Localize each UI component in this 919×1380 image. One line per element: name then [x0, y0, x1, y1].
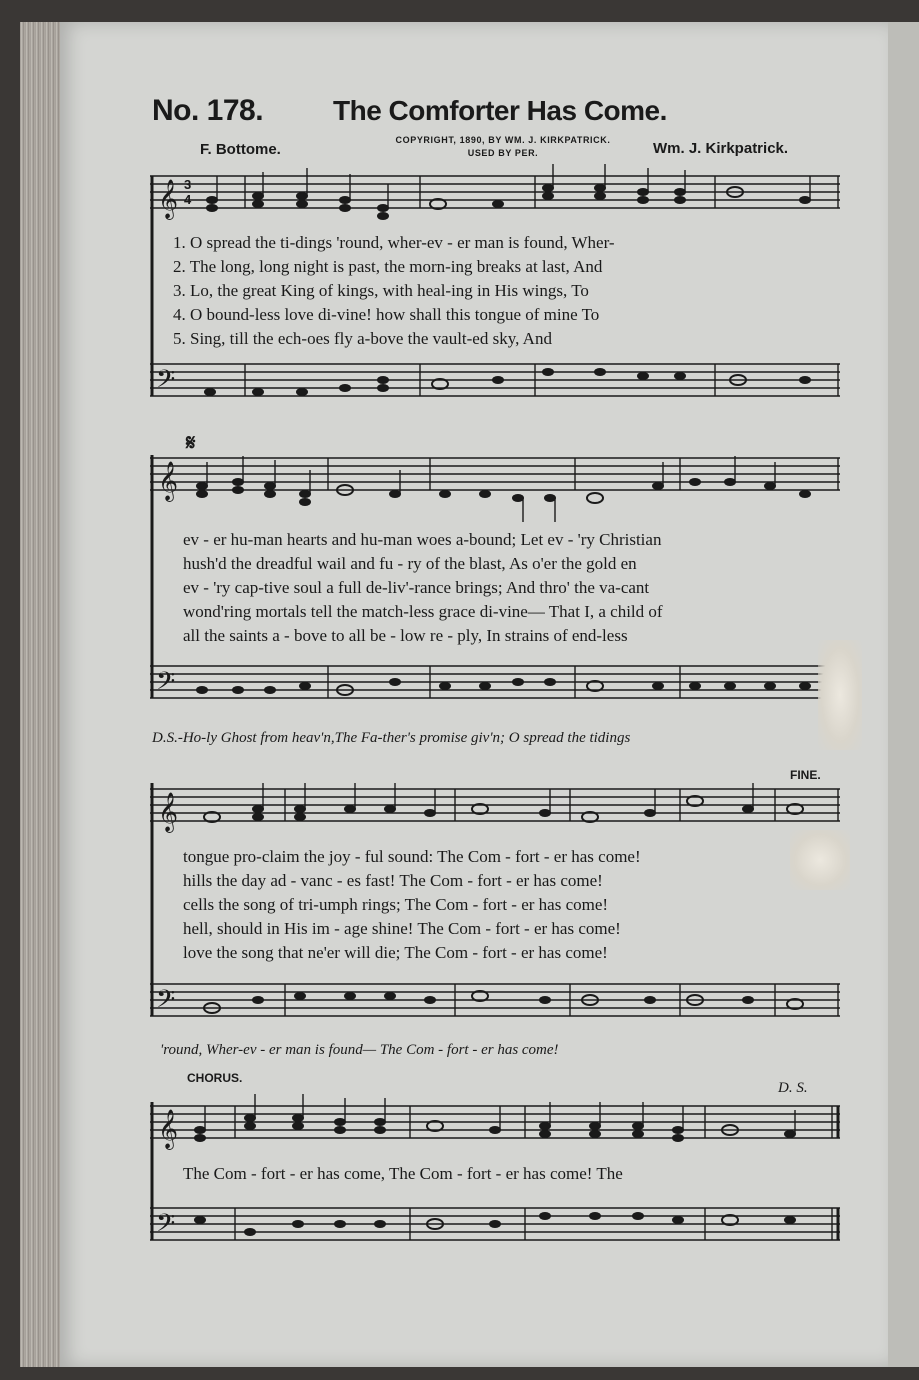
verse-line-4: 4. O bound-less love di-vine! how shall this tongue of mine To [173, 305, 600, 324]
verse-line-3: cells the song of tri-umph rings; The Com - fort - er has come! [183, 895, 609, 914]
svg-text:𝄢: 𝄢 [156, 366, 176, 399]
copyright-notice [368, 134, 638, 160]
svg-text:𝄞: 𝄞 [158, 794, 179, 831]
hymn-title: The Comforter Has Come. [333, 95, 667, 126]
svg-text:𝄢: 𝄢 [156, 668, 176, 701]
verse-line-5: love the song that ne'er will die; The Com - fort - er has come! [183, 943, 608, 962]
treble-staff-2 [150, 452, 840, 522]
ds-text-line-2: 'round, Wher-ev - er man is found— The Com - fort - er has come! [160, 1042, 559, 1058]
verse-line-5: all the saints a - bove to all be - low re - ply, In strains of end-less [183, 626, 628, 645]
svg-text:𝄞: 𝄞 [158, 1111, 179, 1148]
chorus-label: CHORUS. [187, 1071, 243, 1085]
verse-block-2 [183, 528, 663, 648]
verse-line-3: 3. Lo, the great King of kings, with heal-ing in His wings, To [173, 281, 589, 300]
copyright-line: COPYRIGHT, 1890, BY WM. J. KIRKPATRICK. [395, 135, 611, 145]
facing-page [888, 22, 919, 1367]
svg-text:𝄞: 𝄞 [158, 181, 179, 218]
verse-line-1: ev - er hu-man hearts and hu-man woes a-bound; Let ev - 'ry Christian [183, 530, 662, 549]
verse-line-2: hills the day ad - vanc - es fast! The Com - fort - er has come! [183, 871, 603, 890]
fine-marking: FINE. [790, 768, 821, 782]
svg-text:4: 4 [184, 192, 192, 207]
lyricist: F. Bottome. [200, 141, 281, 158]
verse-line-2: 2. The long, long night is past, the morn-ing breaks at last, And [173, 257, 603, 276]
treble-staff-3 [150, 783, 840, 843]
verse-line-3: ev - 'ry cap-tive soul a full de-liv'-rance brings; And thro' the va-cant [183, 578, 650, 597]
verse-line-1: 1. O spread the ti-dings 'round, wher-ev - er man is found, Wher- [173, 233, 615, 252]
svg-text:3: 3 [184, 177, 192, 192]
ds-marking: D. S. [778, 1080, 808, 1096]
composer: Wm. J. Kirkpatrick. [653, 140, 789, 157]
bass-staff-2 [150, 660, 840, 710]
verse-line-1: tongue pro-claim the joy - ful sound: The Com - fort - er has come! [183, 847, 641, 866]
torn-paper-area [818, 640, 862, 750]
svg-text:𝄢: 𝄢 [156, 986, 176, 1019]
copyright-permission: USED BY PER. [467, 148, 539, 158]
treble-staff-1 [150, 170, 840, 230]
verse-block-3 [183, 845, 641, 965]
verse-line-5: 5. Sing, till the ech-oes fly a-bove the vault-ed sky, And [173, 329, 552, 348]
bass-staff-3 [150, 978, 840, 1028]
verse-block-1 [173, 231, 615, 351]
chorus-line: The Com - fort - er has come, The Com - fort - er has come! The [183, 1164, 623, 1183]
bass-staff-4 [150, 1202, 840, 1252]
verse-line-4: hell, should in His im - age shine! The Com - fort - er has come! [183, 919, 621, 938]
segno-sign: 𝄋 [186, 430, 196, 455]
bass-staff-1 [150, 358, 840, 408]
svg-text:𝄞: 𝄞 [158, 463, 179, 500]
verse-line-4: wond'ring mortals tell the match-less grace di-vine— That I, a child of [183, 602, 663, 621]
svg-text:𝄢: 𝄢 [156, 1210, 176, 1243]
verse-line-2: hush'd the dreadful wail and fu - ry of the blast, As o'er the gold en [183, 554, 637, 573]
ds-text-line-1: D.S.-Ho-ly Ghost from heav'n,The Fa-ther's promise giv'n; O spread the tidings [152, 730, 631, 746]
treble-staff-4 [150, 1100, 840, 1160]
hymn-number: No. 178. [152, 94, 264, 127]
torn-paper-area [790, 830, 850, 890]
